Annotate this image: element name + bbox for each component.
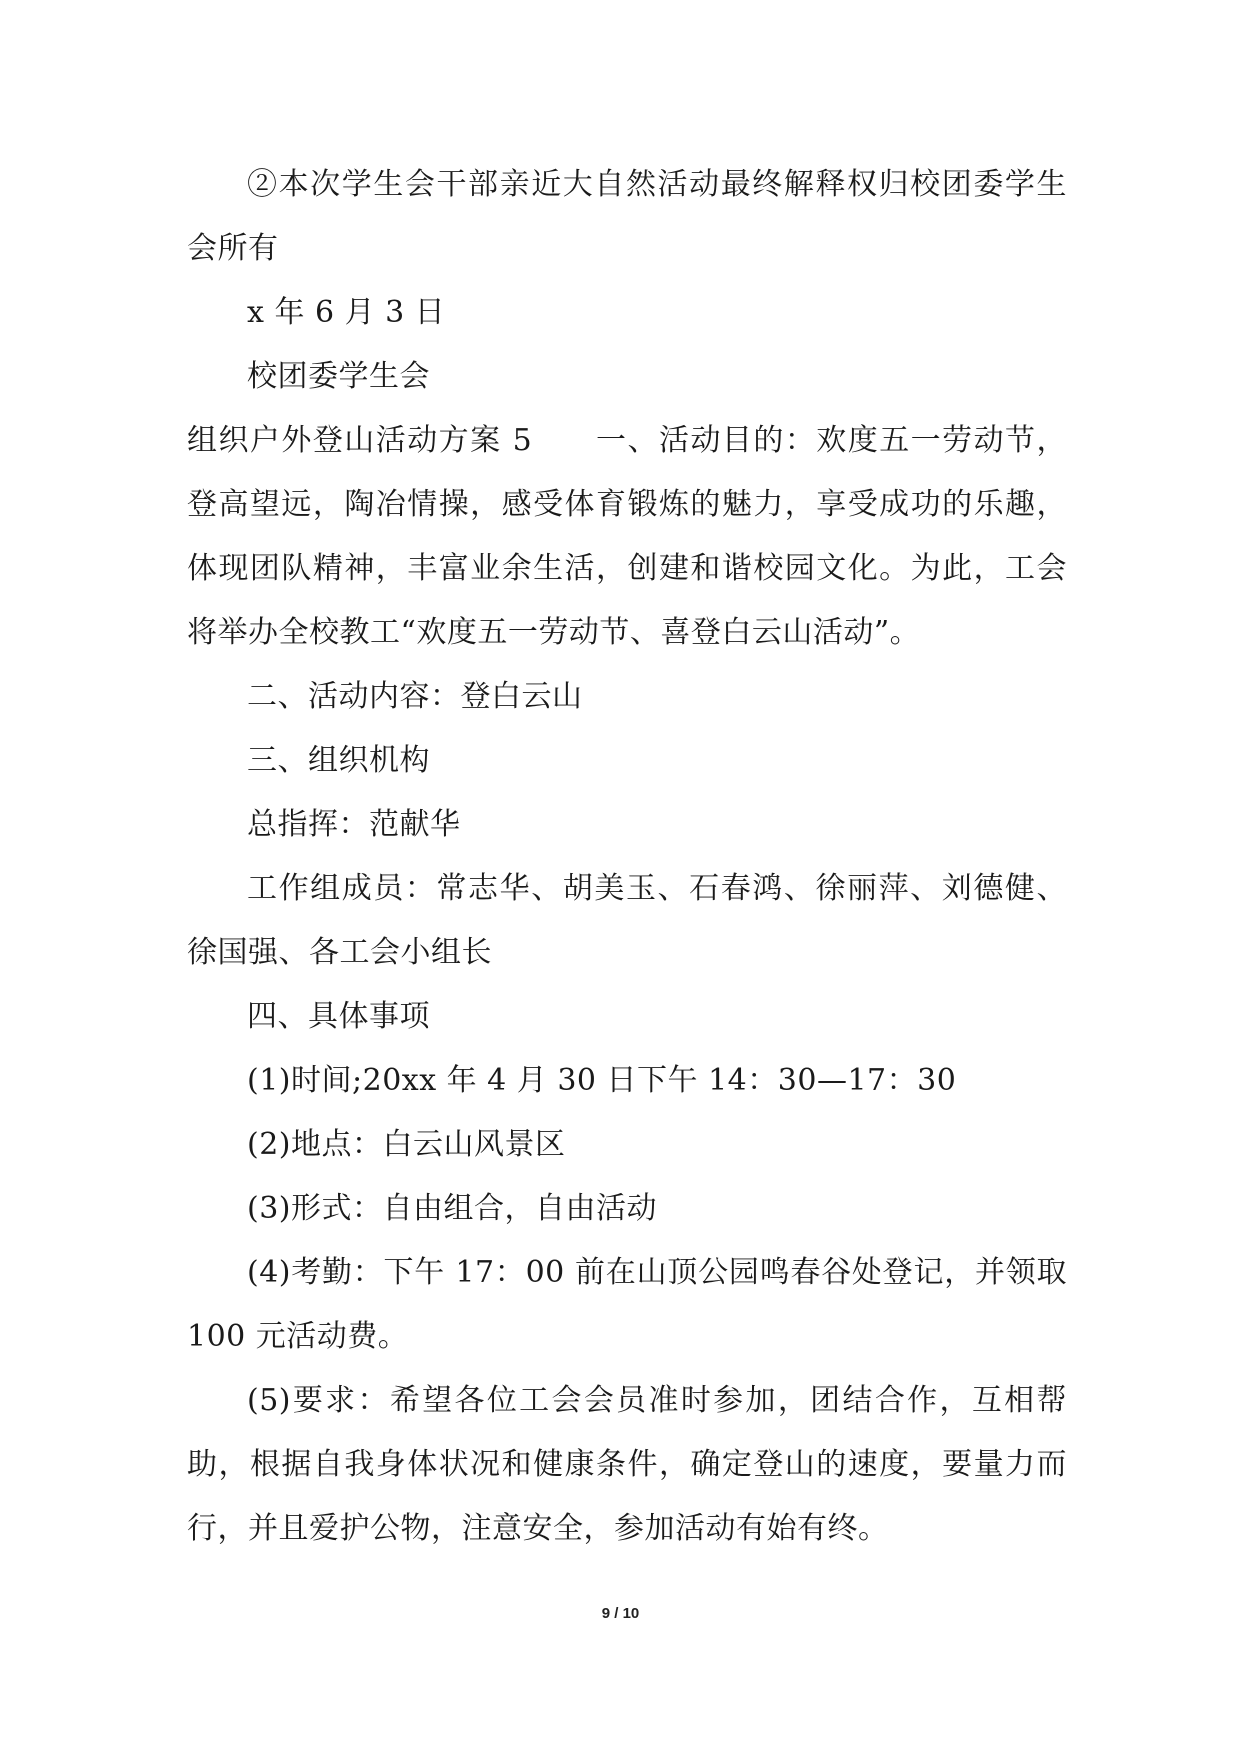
paragraph-details-heading: 四、具体事项 — [247, 999, 430, 1034]
paragraph-team-members: 工作组成员：常志华、胡美玉、石春鸿、徐丽萍、刘德健、徐国强、各工会小组长 — [187, 871, 1067, 970]
paragraph-final-interpretation: ②本次学生会干部亲近大自然活动最终解释权归校团委学生会所有 — [187, 167, 1067, 266]
paragraph-activity-content: 二、活动内容：登白云山 — [247, 679, 583, 714]
paragraph-attendance: (4)考勤：下午 17：00 前在山顶公园鸣春谷处登记，并领取 100 元活动费。 — [187, 1255, 1067, 1354]
paragraph-requirements: (5)要求：希望各位工会会员准时参加，团结合作，互相帮助，根据自我身体状况和健康条件，确定登山的速度，要量力而行，并且爱护公物，注意安全，参加活动有始有终。 — [187, 1383, 1067, 1546]
paragraph-location: (2)地点：白云山风景区 — [247, 1127, 566, 1162]
paragraph-organization-heading: 三、组织机构 — [247, 743, 430, 778]
paragraph-plan-purpose: 组织户外登山活动方案 5 一、活动目的：欢度五一劳动节，登高望远，陶冶情操，感受体育锻炼的魅力，享受成功的乐趣，体现团队精神，丰富业余生活，创建和谐校园文化。为此，工会将举办全校教工“欢度五一劳动节、喜登白云山活动”。 — [187, 423, 1067, 650]
paragraph-time: (1)时间;20xx 年 4 月 30 日下午 14：30—17：30 — [247, 1063, 957, 1098]
paragraph-commander: 总指挥：范献华 — [247, 807, 461, 842]
document-body — [187, 153, 1067, 1561]
paragraph-date: x 年 6 月 3 日 — [247, 295, 446, 330]
page-number: 9 / 10 — [601, 1605, 640, 1622]
paragraph-signature: 校团委学生会 — [247, 359, 430, 394]
paragraph-format: (3)形式：自由组合，自由活动 — [247, 1191, 657, 1226]
